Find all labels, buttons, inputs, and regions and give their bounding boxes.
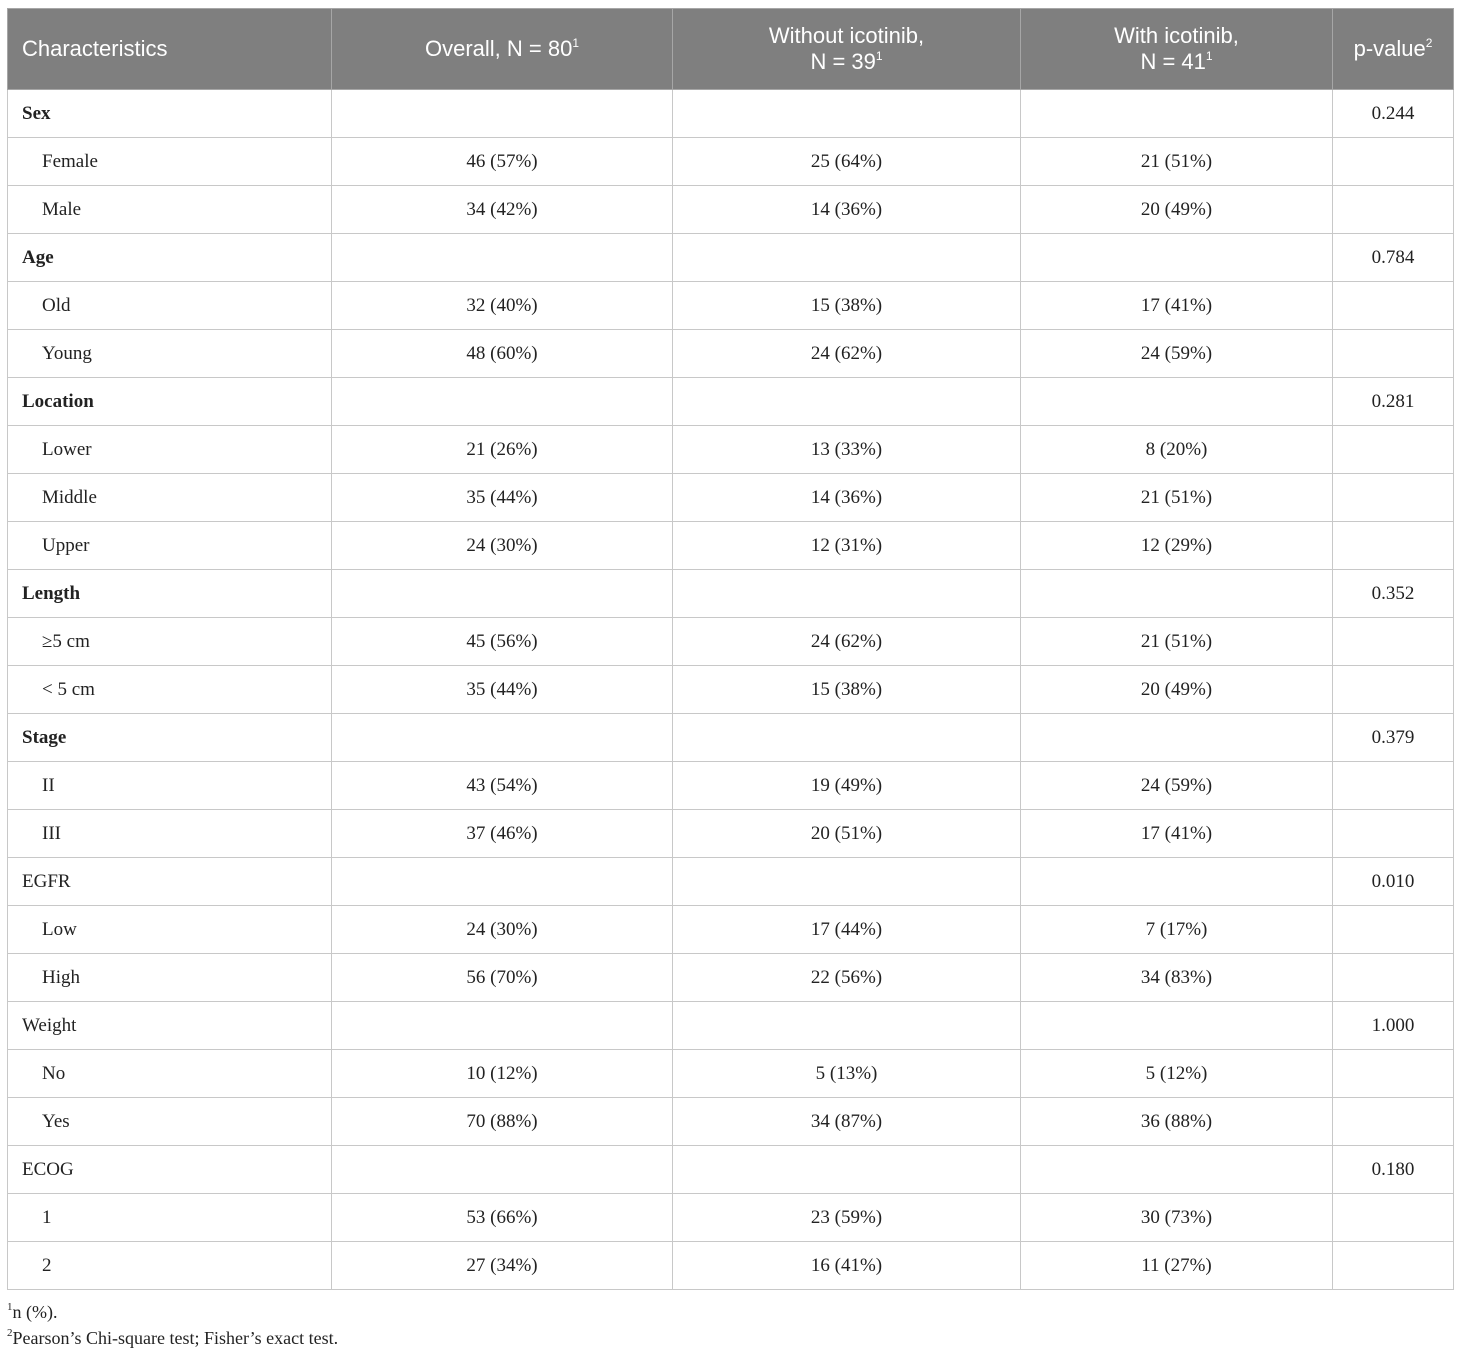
cell-with-icotinib: 17 (41%) bbox=[1021, 282, 1333, 330]
table-header-row bbox=[8, 9, 1454, 90]
table-group-row bbox=[8, 1002, 1454, 1050]
cell-overall: 45 (56%) bbox=[332, 618, 673, 666]
cell-overall bbox=[332, 90, 673, 138]
cell-characteristic: II bbox=[8, 762, 332, 810]
cell-overall: 35 (44%) bbox=[332, 474, 673, 522]
cell-without-icotinib: 23 (59%) bbox=[673, 1194, 1021, 1242]
cell-p-value: 0.244 bbox=[1333, 90, 1454, 138]
cell-without-icotinib: 16 (41%) bbox=[673, 1242, 1021, 1290]
cell-p-value: 0.281 bbox=[1333, 378, 1454, 426]
cell-overall: 53 (66%) bbox=[332, 1194, 673, 1242]
table-group-row bbox=[8, 570, 1454, 618]
cell-characteristic: Stage bbox=[8, 714, 332, 762]
cell-p-value bbox=[1333, 330, 1454, 378]
cell-p-value bbox=[1333, 138, 1454, 186]
cell-characteristic: Upper bbox=[8, 522, 332, 570]
cell-with-icotinib bbox=[1021, 90, 1333, 138]
cell-with-icotinib: 21 (51%) bbox=[1021, 618, 1333, 666]
table-row bbox=[8, 282, 1454, 330]
table-row bbox=[8, 330, 1454, 378]
header-characteristics: Characteristics bbox=[8, 9, 332, 90]
cell-without-icotinib: 19 (49%) bbox=[673, 762, 1021, 810]
cell-without-icotinib: 20 (51%) bbox=[673, 810, 1021, 858]
table-row bbox=[8, 186, 1454, 234]
cell-p-value: 0.784 bbox=[1333, 234, 1454, 282]
cell-without-icotinib: 34 (87%) bbox=[673, 1098, 1021, 1146]
cell-without-icotinib bbox=[673, 90, 1021, 138]
table-group-row bbox=[8, 378, 1454, 426]
cell-without-icotinib: 14 (36%) bbox=[673, 186, 1021, 234]
table-group-row bbox=[8, 858, 1454, 906]
cell-without-icotinib: 15 (38%) bbox=[673, 282, 1021, 330]
table-group-row bbox=[8, 234, 1454, 282]
cell-with-icotinib bbox=[1021, 714, 1333, 762]
cell-characteristic: Length bbox=[8, 570, 332, 618]
characteristics-table-container bbox=[7, 8, 1453, 1290]
cell-without-icotinib: 22 (56%) bbox=[673, 954, 1021, 1002]
cell-p-value bbox=[1333, 522, 1454, 570]
cell-with-icotinib bbox=[1021, 858, 1333, 906]
cell-overall bbox=[332, 570, 673, 618]
cell-with-icotinib: 34 (83%) bbox=[1021, 954, 1333, 1002]
characteristics-table bbox=[7, 8, 1454, 1290]
cell-with-icotinib: 24 (59%) bbox=[1021, 762, 1333, 810]
cell-p-value bbox=[1333, 474, 1454, 522]
cell-overall: 34 (42%) bbox=[332, 186, 673, 234]
cell-characteristic: 1 bbox=[8, 1194, 332, 1242]
cell-overall bbox=[332, 1002, 673, 1050]
cell-overall: 24 (30%) bbox=[332, 906, 673, 954]
table-row bbox=[8, 618, 1454, 666]
footnote-2: $^2$Pearson’s Chi-square test; Fisher’s exact test. bbox=[7, 1327, 339, 1348]
cell-without-icotinib bbox=[673, 1146, 1021, 1194]
table-row bbox=[8, 810, 1454, 858]
cell-characteristic: Low bbox=[8, 906, 332, 954]
table-row bbox=[8, 474, 1454, 522]
cell-p-value: 1.000 bbox=[1333, 1002, 1454, 1050]
cell-characteristic: Female bbox=[8, 138, 332, 186]
cell-with-icotinib: 20 (49%) bbox=[1021, 666, 1333, 714]
cell-overall: 48 (60%) bbox=[332, 330, 673, 378]
cell-without-icotinib bbox=[673, 234, 1021, 282]
cell-characteristic: Sex bbox=[8, 90, 332, 138]
cell-with-icotinib bbox=[1021, 570, 1333, 618]
cell-without-icotinib: 17 (44%) bbox=[673, 906, 1021, 954]
cell-without-icotinib: 5 (13%) bbox=[673, 1050, 1021, 1098]
table-row bbox=[8, 1098, 1454, 1146]
cell-with-icotinib bbox=[1021, 378, 1333, 426]
cell-characteristic: Location bbox=[8, 378, 332, 426]
cell-overall bbox=[332, 378, 673, 426]
cell-characteristic: < 5 cm bbox=[8, 666, 332, 714]
cell-p-value bbox=[1333, 666, 1454, 714]
cell-overall bbox=[332, 714, 673, 762]
cell-with-icotinib bbox=[1021, 1002, 1333, 1050]
cell-characteristic: No bbox=[8, 1050, 332, 1098]
cell-p-value: 0.010 bbox=[1333, 858, 1454, 906]
cell-without-icotinib bbox=[673, 570, 1021, 618]
cell-p-value bbox=[1333, 1098, 1454, 1146]
cell-without-icotinib: 25 (64%) bbox=[673, 138, 1021, 186]
cell-overall: 37 (46%) bbox=[332, 810, 673, 858]
cell-characteristic: III bbox=[8, 810, 332, 858]
cell-overall: 46 (57%) bbox=[332, 138, 673, 186]
cell-overall: 10 (12%) bbox=[332, 1050, 673, 1098]
table-row bbox=[8, 426, 1454, 474]
cell-overall: 24 (30%) bbox=[332, 522, 673, 570]
cell-p-value bbox=[1333, 1194, 1454, 1242]
cell-without-icotinib bbox=[673, 1002, 1021, 1050]
cell-without-icotinib: 12 (31%) bbox=[673, 522, 1021, 570]
cell-p-value bbox=[1333, 906, 1454, 954]
cell-overall: 56 (70%) bbox=[332, 954, 673, 1002]
table-group-row bbox=[8, 90, 1454, 138]
table-row bbox=[8, 906, 1454, 954]
cell-without-icotinib: 14 (36%) bbox=[673, 474, 1021, 522]
cell-characteristic: Old bbox=[8, 282, 332, 330]
cell-with-icotinib: 17 (41%) bbox=[1021, 810, 1333, 858]
cell-characteristic: High bbox=[8, 954, 332, 1002]
cell-without-icotinib: 24 (62%) bbox=[673, 618, 1021, 666]
table-group-row bbox=[8, 714, 1454, 762]
cell-characteristic: ≥5 cm bbox=[8, 618, 332, 666]
header-p-value: p-value$^2$ bbox=[1333, 9, 1454, 90]
cell-characteristic: Weight bbox=[8, 1002, 332, 1050]
table-row bbox=[8, 1242, 1454, 1290]
cell-p-value bbox=[1333, 1242, 1454, 1290]
cell-with-icotinib: 12 (29%) bbox=[1021, 522, 1333, 570]
cell-characteristic: Lower bbox=[8, 426, 332, 474]
cell-characteristic: Young bbox=[8, 330, 332, 378]
cell-p-value bbox=[1333, 954, 1454, 1002]
cell-overall bbox=[332, 858, 673, 906]
cell-with-icotinib bbox=[1021, 1146, 1333, 1194]
cell-overall: 70 (88%) bbox=[332, 1098, 673, 1146]
cell-overall: 43 (54%) bbox=[332, 762, 673, 810]
table-row bbox=[8, 666, 1454, 714]
cell-characteristic: Age bbox=[8, 234, 332, 282]
cell-overall: 35 (44%) bbox=[332, 666, 673, 714]
cell-p-value bbox=[1333, 618, 1454, 666]
cell-overall bbox=[332, 1146, 673, 1194]
cell-without-icotinib bbox=[673, 378, 1021, 426]
cell-without-icotinib: 15 (38%) bbox=[673, 666, 1021, 714]
cell-with-icotinib: 21 (51%) bbox=[1021, 474, 1333, 522]
table-row bbox=[8, 522, 1454, 570]
header-overall: Overall, $N = 80^1$ bbox=[332, 9, 673, 90]
cell-overall: 27 (34%) bbox=[332, 1242, 673, 1290]
cell-with-icotinib: 21 (51%) bbox=[1021, 138, 1333, 186]
table-body bbox=[8, 90, 1454, 1290]
cell-with-icotinib: 11 (27%) bbox=[1021, 1242, 1333, 1290]
cell-p-value bbox=[1333, 1050, 1454, 1098]
cell-characteristic: EGFR bbox=[8, 858, 332, 906]
footnotes bbox=[7, 1299, 338, 1351]
cell-with-icotinib bbox=[1021, 234, 1333, 282]
cell-with-icotinib: 24 (59%) bbox=[1021, 330, 1333, 378]
cell-with-icotinib: 36 (88%) bbox=[1021, 1098, 1333, 1146]
table-row bbox=[8, 762, 1454, 810]
table-group-row bbox=[8, 1146, 1454, 1194]
cell-characteristic: Middle bbox=[8, 474, 332, 522]
cell-p-value bbox=[1333, 810, 1454, 858]
cell-overall bbox=[332, 234, 673, 282]
cell-p-value bbox=[1333, 426, 1454, 474]
table-row bbox=[8, 954, 1454, 1002]
table-row bbox=[8, 1050, 1454, 1098]
cell-with-icotinib: 5 (12%) bbox=[1021, 1050, 1333, 1098]
cell-with-icotinib: 7 (17%) bbox=[1021, 906, 1333, 954]
cell-with-icotinib: 8 (20%) bbox=[1021, 426, 1333, 474]
table-row bbox=[8, 1194, 1454, 1242]
cell-p-value bbox=[1333, 762, 1454, 810]
cell-without-icotinib bbox=[673, 714, 1021, 762]
cell-without-icotinib: 13 (33%) bbox=[673, 426, 1021, 474]
cell-p-value: 0.352 bbox=[1333, 570, 1454, 618]
cell-p-value bbox=[1333, 186, 1454, 234]
table-row bbox=[8, 138, 1454, 186]
cell-overall: 21 (26%) bbox=[332, 426, 673, 474]
cell-characteristic: ECOG bbox=[8, 1146, 332, 1194]
cell-without-icotinib: 24 (62%) bbox=[673, 330, 1021, 378]
cell-characteristic: Male bbox=[8, 186, 332, 234]
cell-characteristic: Yes bbox=[8, 1098, 332, 1146]
header-without-icotinib: Without icotinib, $N = 39^1$ bbox=[673, 9, 1021, 90]
footnote-1: $^1$n (%). bbox=[7, 1301, 58, 1322]
cell-overall: 32 (40%) bbox=[332, 282, 673, 330]
cell-with-icotinib: 30 (73%) bbox=[1021, 1194, 1333, 1242]
cell-characteristic: 2 bbox=[8, 1242, 332, 1290]
cell-without-icotinib bbox=[673, 858, 1021, 906]
cell-p-value: 0.180 bbox=[1333, 1146, 1454, 1194]
header-with-icotinib: With icotinib, $N = 41^1$ bbox=[1021, 9, 1333, 90]
cell-p-value: 0.379 bbox=[1333, 714, 1454, 762]
cell-with-icotinib: 20 (49%) bbox=[1021, 186, 1333, 234]
cell-p-value bbox=[1333, 282, 1454, 330]
